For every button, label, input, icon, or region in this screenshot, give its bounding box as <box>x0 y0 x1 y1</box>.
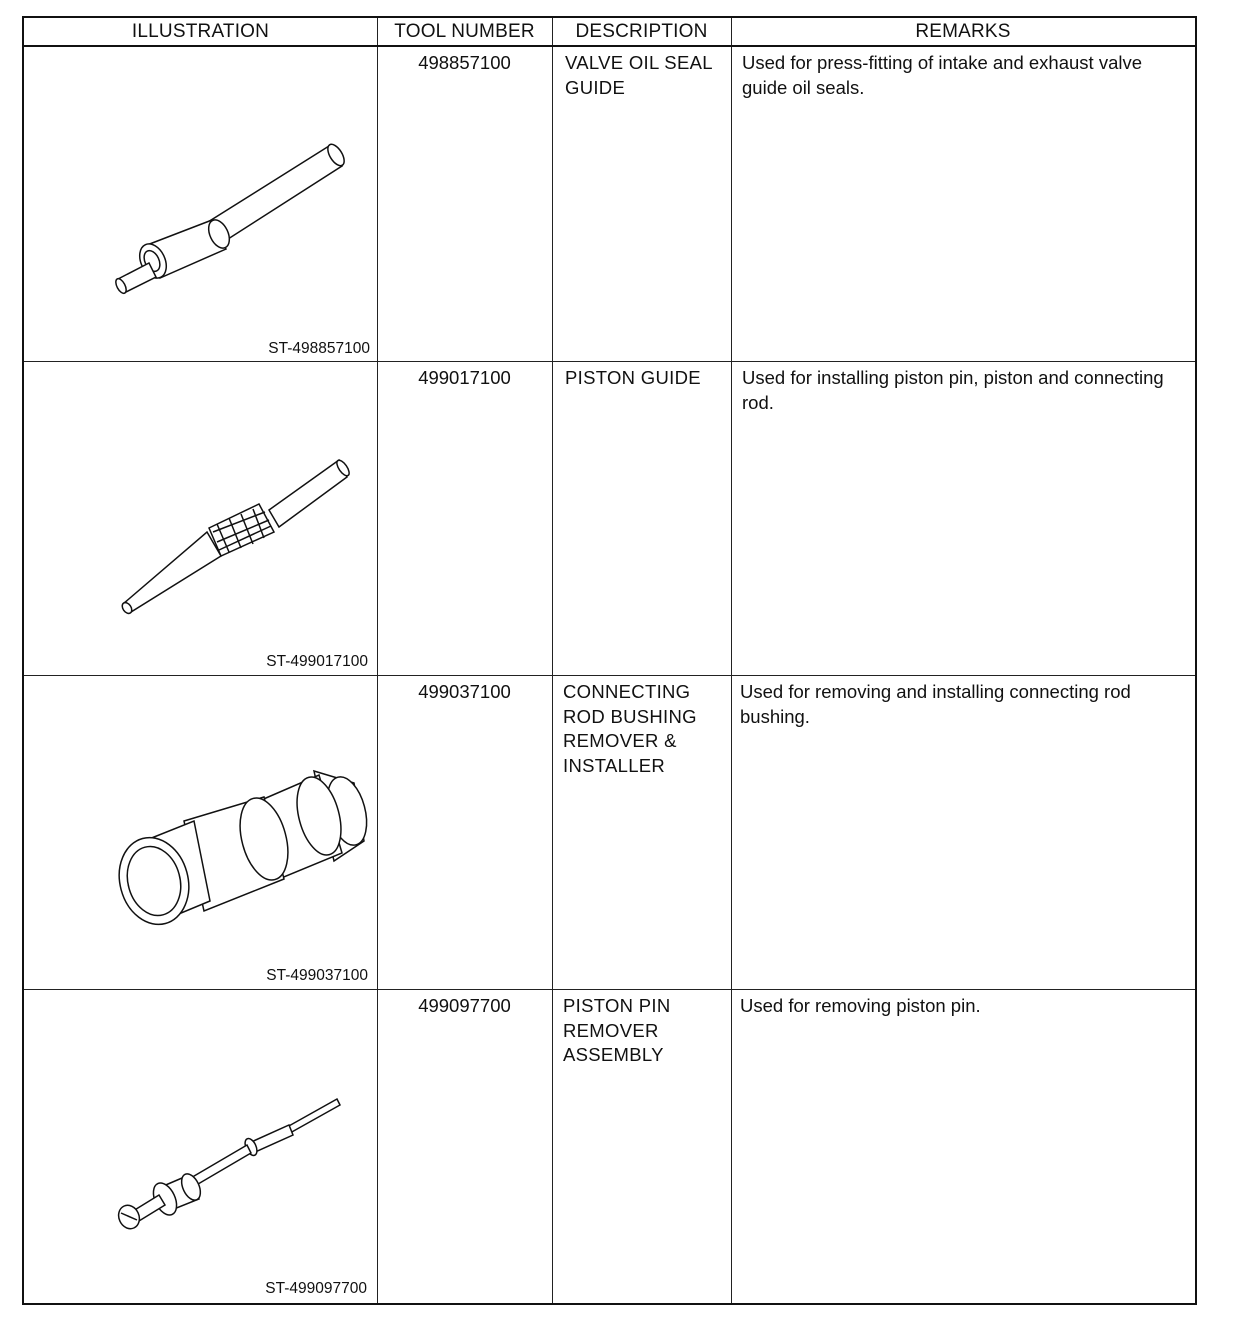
tool-description: PISTON GUIDE <box>565 367 701 388</box>
tool-description: CONNECTING ROD BUSHING REMOVER & INSTALLER <box>563 681 697 776</box>
valve-oil-seal-guide-icon <box>104 142 364 302</box>
tool-remarks: Used for installing piston pin, piston and connecting rod. <box>742 367 1164 413</box>
header-illustration: ILLUSTRATION <box>131 21 270 42</box>
header-remarks: REMARKS <box>915 21 1011 42</box>
tool-description: VALVE OIL SEAL GUIDE <box>565 52 713 98</box>
tool-number: 499037100 <box>418 681 511 702</box>
header-tool-number: TOOL NUMBER <box>394 21 535 42</box>
piston-guide-icon <box>109 452 369 612</box>
tool-remarks: Used for removing piston pin. <box>740 995 981 1016</box>
tool-remarks: Used for press-fitting of intake and exhaust valve guide oil seals. <box>742 52 1143 98</box>
figure-code: ST-499037100 <box>266 967 368 984</box>
piston-pin-remover-icon <box>109 1095 359 1245</box>
figure-code: ST-499097700 <box>265 1280 367 1297</box>
tool-number: 499017100 <box>418 367 511 388</box>
figure-code: ST-498857100 <box>268 340 370 357</box>
rod-bushing-tool-icon <box>114 761 364 931</box>
tool-number: 498857100 <box>418 52 511 73</box>
tool-remarks: Used for removing and installing connecting rod bushing. <box>740 681 1131 727</box>
special-tools-table <box>22 16 1197 1305</box>
tool-description: PISTON PIN REMOVER ASSEMBLY <box>563 995 671 1065</box>
header-description: DESCRIPTION <box>575 21 708 42</box>
figure-code: ST-499017100 <box>266 653 368 670</box>
table-row <box>24 362 1195 676</box>
table-row <box>24 676 1195 990</box>
table-header <box>24 18 1195 47</box>
tool-number: 499097700 <box>418 995 511 1016</box>
table-row <box>24 990 1195 1303</box>
table-row <box>24 47 1195 362</box>
